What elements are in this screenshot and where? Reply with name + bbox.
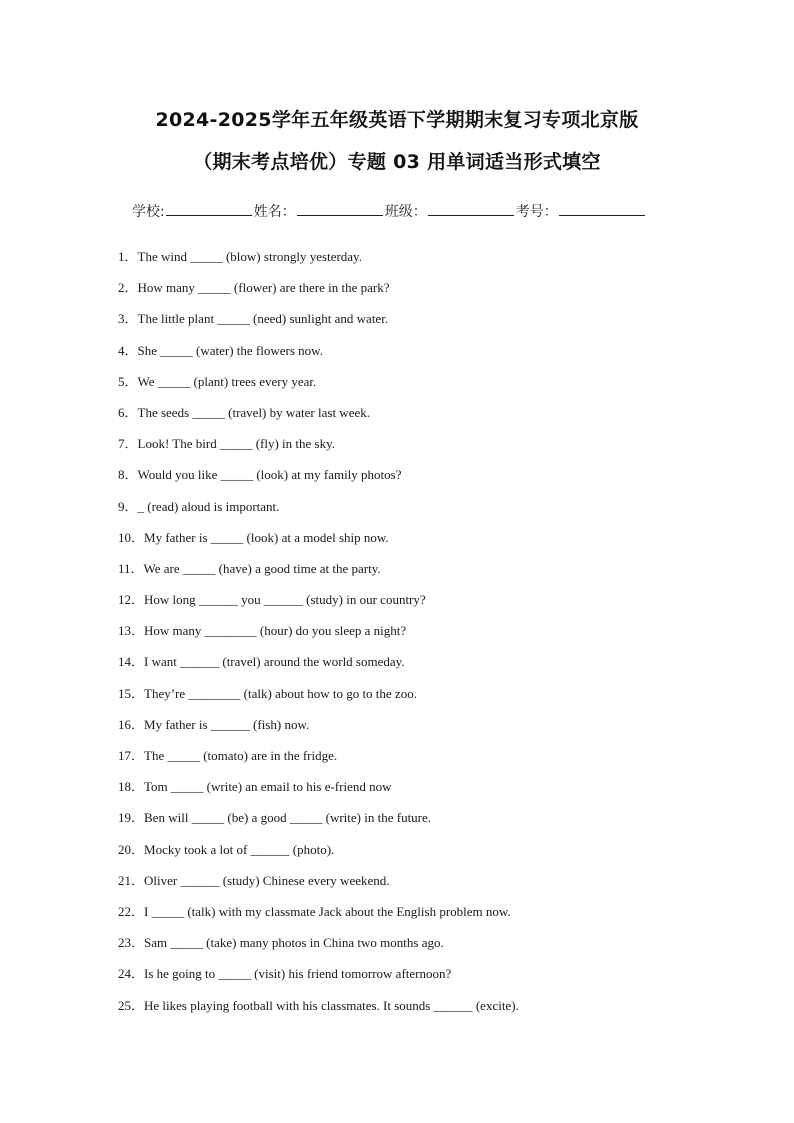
student-info-row xyxy=(132,201,647,221)
question-item xyxy=(118,404,678,435)
question-item xyxy=(118,965,678,996)
question-text: _ (read) aloud is important. xyxy=(137,498,280,514)
question-number: 22． xyxy=(118,903,145,919)
question-text: How long ______ you ______ (study) in our country? xyxy=(144,592,426,608)
question-item xyxy=(118,809,678,840)
question-text: Oliver ______ (study) Chinese every weekend. xyxy=(144,872,390,888)
question-number: 7． xyxy=(118,436,138,452)
question-text: How many _____ (flower) are there in the park? xyxy=(137,280,390,296)
question-item xyxy=(118,529,678,560)
question-text: They’re ________ (talk) about how to go to the zoo. xyxy=(144,685,417,701)
question-number: 20． xyxy=(118,841,145,857)
question-text: She _____ (water) the flowers now. xyxy=(137,342,323,358)
exam-number-blank xyxy=(559,201,645,216)
question-text: The _____ (tomato) are in the fridge. xyxy=(144,748,338,763)
question-item xyxy=(118,997,678,1028)
question-number: 15． xyxy=(118,685,145,701)
question-text: Tom _____ (write) an email to his e-friend now xyxy=(144,779,392,795)
question-text: The seeds _____ (travel) by water last week. xyxy=(137,404,370,420)
document-title: 2024-2025学年五年级英语下学期期末复习专项北京版 xyxy=(155,109,639,131)
question-number: 9． xyxy=(118,498,138,514)
question-item xyxy=(118,248,678,279)
question-text: Look! The bird _____ (fly) in the sky. xyxy=(137,436,336,452)
name-blank xyxy=(297,201,383,216)
question-text: We _____ (plant) trees every year. xyxy=(137,373,317,389)
question-text: Is he going to _____ (visit) his friend tomorrow afternoon? xyxy=(144,966,452,982)
question-item xyxy=(118,903,678,934)
question-number: 18． xyxy=(118,779,145,795)
question-item xyxy=(118,841,678,872)
question-item xyxy=(118,778,678,809)
question-number: 16． xyxy=(118,716,145,732)
question-text: I want ______ (travel) around the world someday. xyxy=(144,654,405,670)
class-blank xyxy=(428,201,514,216)
school-blank xyxy=(166,201,252,216)
question-number: 4． xyxy=(118,342,138,358)
question-text: Sam _____ (take) many photos in China two months ago. xyxy=(144,935,444,951)
question-number: 17． xyxy=(118,748,145,763)
question-item xyxy=(118,310,678,341)
class-label: 班级： xyxy=(384,204,427,220)
question-item xyxy=(118,342,678,373)
question-text: I _____ (talk) with my classmate Jack about the English problem now. xyxy=(144,903,511,919)
question-item xyxy=(118,591,678,622)
question-number: 23． xyxy=(118,935,145,951)
question-item xyxy=(118,498,678,529)
question-number: 11． xyxy=(118,560,144,576)
question-number: 12． xyxy=(118,592,145,608)
question-item xyxy=(118,560,678,591)
question-number: 24． xyxy=(118,966,145,982)
question-number: 5． xyxy=(118,373,138,389)
question-item xyxy=(118,622,678,653)
question-text: Mocky took a lot of ______ (photo). xyxy=(144,841,335,857)
question-number: 6． xyxy=(118,404,138,420)
name-label: 姓名： xyxy=(253,204,296,220)
question-number: 3． xyxy=(118,311,138,327)
question-number: 8． xyxy=(118,467,138,483)
question-text: Would you like _____ (look) at my family photos? xyxy=(137,467,402,483)
question-number: 14． xyxy=(118,654,145,670)
question-item xyxy=(118,716,678,747)
question-item xyxy=(118,435,678,466)
exam-number-label: 考号： xyxy=(515,204,558,220)
question-item xyxy=(118,466,678,497)
document-subtitle: （期末考点培优）专题 03 用单词适当形式填空 xyxy=(193,151,601,173)
question-item xyxy=(118,747,678,778)
question-number: 1． xyxy=(118,249,138,264)
question-number: 25． xyxy=(118,997,145,1013)
question-text: My father is _____ (look) at a model ship now. xyxy=(144,529,389,545)
question-item xyxy=(118,685,678,716)
question-number: 19． xyxy=(118,810,145,826)
question-item xyxy=(118,934,678,965)
question-text: We are _____ (have) a good time at the party. xyxy=(143,560,381,576)
question-number: 10． xyxy=(118,529,145,545)
question-item xyxy=(118,373,678,404)
question-text: The wind _____ (blow) strongly yesterday. xyxy=(137,249,362,264)
question-number: 13． xyxy=(118,623,145,639)
question-number: 2． xyxy=(118,280,138,296)
question-list xyxy=(118,248,678,1028)
question-text: Ben will _____ (be) a good _____ (write) in the future. xyxy=(144,810,432,826)
question-number: 21． xyxy=(118,872,145,888)
question-text: The little plant _____ (need) sunlight and water. xyxy=(137,311,389,327)
question-item xyxy=(118,653,678,684)
question-text: My father is ______ (fish) now. xyxy=(144,716,310,732)
school-label: 学校: xyxy=(132,204,165,220)
question-item xyxy=(118,279,678,310)
question-text: How many ________ (hour) do you sleep a night? xyxy=(144,623,407,639)
question-text: He likes playing football with his classmates. It sounds ______ (excite). xyxy=(144,997,519,1013)
question-item xyxy=(118,872,678,903)
